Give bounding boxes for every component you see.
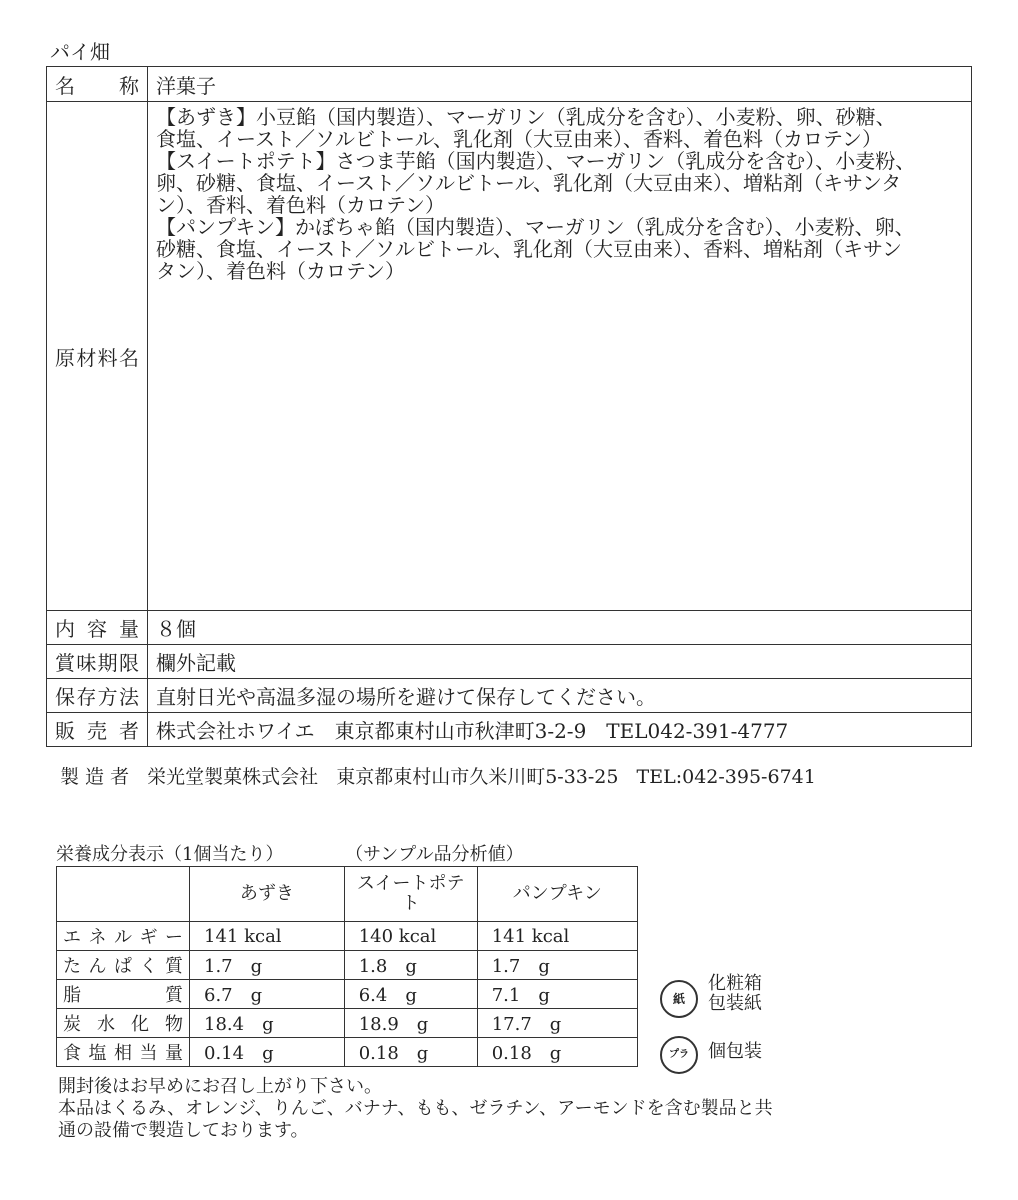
- manufacturer-line: [60, 762, 828, 789]
- nutrition-row-label: エネルギー: [57, 922, 190, 951]
- footer-line: 開封後はお早めにお召し上がり下さい。: [58, 1076, 382, 1097]
- nutrition-row-label: 炭水化物: [57, 1009, 190, 1038]
- footer-notes: [58, 1076, 978, 1142]
- ingredients-line: タン）、着色料（カロテン）: [156, 259, 405, 283]
- info-row-name: [47, 67, 972, 102]
- nutrition-row: [57, 980, 638, 1009]
- ingredients-line: 卵、砂糖、食塩、イースト／ソルビトール、乳化剤（大豆由来）、増粘剤（キサンタ: [156, 171, 902, 195]
- nutrition-row-label: 脂 質: [57, 980, 190, 1009]
- maker-label: 製 造 者: [60, 766, 130, 788]
- product-name: パイ畑: [50, 40, 110, 64]
- recycle-item: 化粧箱: [708, 973, 762, 994]
- info-row-contents: [47, 611, 972, 645]
- nutrition-title: 栄養成分表示（1個当たり）: [56, 844, 284, 865]
- nutrition-value: 0.18 g: [344, 1038, 477, 1067]
- nutrition-value: 0.14 g: [190, 1038, 345, 1067]
- ingredients-text: [148, 102, 972, 611]
- nutrition-row-label: 食塩相当量: [57, 1038, 190, 1067]
- maker-tel: TEL:042-395-6741: [636, 766, 816, 788]
- recycle-text: [708, 974, 762, 1014]
- recycle-item: 個包装: [708, 1041, 762, 1062]
- nutrition-note: （サンプル品分析値）: [345, 844, 524, 865]
- nutrition-value: 140 kcal: [344, 922, 477, 951]
- nutrition-row: [57, 1038, 638, 1067]
- nutrition-value: 1.7 g: [477, 951, 637, 980]
- nutrition-value: 141 kcal: [477, 922, 637, 951]
- nutrition-column-header: あずき: [190, 867, 345, 922]
- nutrition-value: 7.1 g: [477, 980, 637, 1009]
- info-row-storage: [47, 679, 972, 713]
- info-value: 欄外記載: [148, 645, 972, 679]
- ingredients-line: 【スイートポテト】さつま芋餡（国内製造）、マーガリン（乳成分を含む）、小麦粉、: [156, 149, 916, 173]
- ingredients-line: 【あずき】小豆餡（国内製造）、マーガリン（乳成分を含む）、小麦粉、卵、砂糖、: [156, 105, 896, 129]
- maker-address: 東京都東村山市久米川町5-33-25: [336, 766, 619, 788]
- info-label: 内容量: [47, 611, 148, 645]
- nutrition-row: [57, 1009, 638, 1038]
- info-label: 販売者: [47, 713, 148, 747]
- info-value: 洋菓子: [148, 67, 972, 102]
- recycle-item: 包装紙: [708, 993, 762, 1014]
- nutrition-value: 17.7 g: [477, 1009, 637, 1038]
- ingredients-line: 【パンプキン】かぼちゃ餡（国内製造）、マーガリン（乳成分を含む）、小麦粉、卵、: [156, 215, 915, 239]
- nutrition-value: 6.4 g: [344, 980, 477, 1009]
- nutrition-value: 6.7 g: [190, 980, 345, 1009]
- nutrition-table: [56, 866, 638, 1067]
- info-label: 保存方法: [47, 679, 148, 713]
- maker-company: 栄光堂製菓株式会社: [147, 766, 319, 788]
- nutrition-corner-cell: [57, 867, 190, 922]
- info-label: 原材料名: [47, 102, 148, 611]
- nutrition-value: 1.8 g: [344, 951, 477, 980]
- info-row-seller: [47, 713, 972, 747]
- recycle-text: [708, 1042, 762, 1062]
- ingredients-line: 食塩、イースト／ソルビトール、乳化剤（大豆由来）、香料、着色料（カロテン）: [156, 127, 882, 151]
- nutrition-value: 1.7 g: [190, 951, 345, 980]
- nutrition-header-row: [57, 867, 638, 922]
- nutrition-heading: [56, 840, 524, 866]
- footer-line: 通の設備で製造しております。: [58, 1120, 309, 1141]
- nutrition-column-header: パンプキン: [477, 867, 637, 922]
- footer-line: 本品はくるみ、オレンジ、りんご、バナナ、もも、ゼラチン、アーモンドを含む製品と共: [58, 1098, 773, 1119]
- nutrition-row: [57, 951, 638, 980]
- info-row-expiry: [47, 645, 972, 679]
- nutrition-value: 18.4 g: [190, 1009, 345, 1038]
- nutrition-value: 141 kcal: [190, 922, 345, 951]
- ingredients-line: 砂糖、食塩、イースト／ソルビトール、乳化剤（大豆由来）、香料、増粘剤（キサン: [156, 237, 902, 261]
- product-info-table: [46, 66, 972, 747]
- info-label: 賞味期限: [47, 645, 148, 679]
- info-value: 株式会社ホワイエ 東京都東村山市秋津町3-2-9 TEL042-391-4777: [148, 713, 972, 747]
- info-value: ８個: [148, 611, 972, 645]
- nutrition-value: 0.18 g: [477, 1038, 637, 1067]
- plastic-recycle-icon: プラ: [660, 1036, 698, 1074]
- nutrition-row-label: たんぱく質: [57, 951, 190, 980]
- info-row-ingredients: [47, 102, 972, 611]
- nutrition-column-header: スイートポテト: [344, 867, 477, 922]
- nutrition-row: [57, 922, 638, 951]
- info-value: 直射日光や高温多湿の場所を避けて保存してください。: [148, 679, 972, 713]
- ingredients-line: ン）、香料、着色料（カロテン）: [156, 193, 445, 217]
- info-label: 名 称: [47, 67, 148, 102]
- paper-recycle-icon: 紙: [660, 980, 698, 1018]
- nutrition-value: 18.9 g: [344, 1009, 477, 1038]
